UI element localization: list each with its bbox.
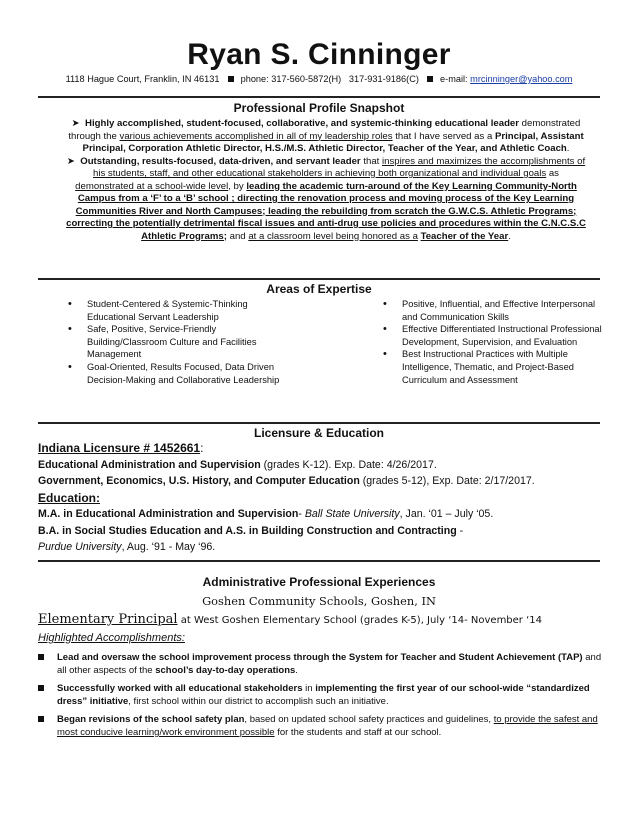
snapshot-body — [66, 118, 586, 243]
bullet-underlined: to provide the safest and most conducive learning/work environment possible — [57, 714, 598, 738]
list-item: • Goal-Oriented, Results Focused, Data Driven Decision-Making and Collaborative Leadership — [63, 361, 291, 386]
list-item: • Safe, Positive, Service-Friendly Building/Classroom Culture and Facilities Management — [63, 323, 291, 361]
degree-sep: - — [298, 508, 305, 520]
bullet-text — [57, 713, 608, 739]
phone-label: phone: — [240, 74, 269, 84]
arrow-bullet-icon: ➤ — [66, 155, 75, 167]
school: Ball State University — [304, 508, 400, 520]
resume-name: Ryan S. Cinninger — [187, 38, 451, 71]
degree-dates: , Jan. ‘01 – July ‘05. — [399, 508, 494, 520]
snapshot-teacher-of-year: Teacher of the Year — [420, 230, 509, 242]
snapshot-text: and — [229, 230, 249, 242]
list-item: • Student-Centered & Systemic-Thinking Educational Servant Leadership — [63, 298, 291, 323]
square-bullet-icon — [427, 76, 433, 82]
snapshot-text: demonstrated through the — [68, 118, 581, 142]
home-phone: 317-560-5872(H) — [271, 74, 342, 84]
license-line-2 — [38, 473, 608, 490]
education-line-1 — [38, 506, 608, 523]
licensure-title: Licensure & Education — [253, 426, 385, 440]
contact-line — [0, 74, 638, 84]
snapshot-text: as — [546, 168, 559, 179]
snapshot-text: as a — [474, 130, 495, 142]
licensure-block — [38, 440, 608, 556]
list-item — [38, 713, 608, 739]
license-detail: (grades 5-12), Exp. Date: 2/17/2017. — [359, 475, 535, 487]
square-bullet-icon — [228, 76, 234, 82]
square-bullet-icon — [38, 716, 44, 722]
degree: M.A. in Educational Administration and Supervision — [38, 508, 299, 520]
school: Purdue University — [38, 541, 122, 553]
bullet-plain: . — [295, 665, 298, 676]
square-bullet-icon — [38, 685, 44, 691]
bullet-text — [57, 682, 608, 708]
highlighted-heading: Highlighted Accomplishments: — [38, 632, 185, 644]
expertise-left-list — [63, 298, 291, 386]
license-heading-line — [38, 440, 608, 457]
snapshot-underlined: at a classroom level being honored as a — [248, 230, 418, 242]
admin-title: Administrative Professional Experiences — [202, 575, 436, 589]
position-line — [38, 612, 542, 627]
license-detail: (grades K-12). Exp. Date: 4/26/2017. — [260, 458, 437, 471]
bullet-bold: Successfully worked with all educational stakeholders — [57, 683, 303, 694]
bullet-text — [57, 651, 608, 677]
education-line-3 — [38, 539, 608, 556]
bullet-bold: Lead and oversaw the school improvement process through the System for Teacher and Student Achievement (TAP) — [57, 652, 583, 663]
license-subject: Educational Administration and Supervision — [38, 458, 261, 471]
position-title: Elementary Principal — [38, 612, 178, 627]
bullet-plain: , first school within our district to accomplish such an initiative. — [128, 696, 389, 707]
bullet-plain: in — [302, 683, 316, 694]
snapshot-lead-2: Outstanding, results-focused, data-driven, and servant leader — [80, 155, 361, 167]
snapshot-text: . — [508, 230, 511, 242]
snapshot-text: that — [360, 155, 382, 167]
snapshot-text: , by — [228, 180, 247, 192]
list-item: • Effective Differentiated Instructional Professional Development, Supervision, and Evaluation — [378, 323, 606, 348]
bullet-bold: Began revisions of the school safety plan — [57, 714, 245, 725]
bullet-bold: school’s day-to-day operations — [155, 665, 296, 676]
snapshot-underlined: various achievements accomplished in all of my leadership roles — [119, 130, 393, 142]
divider — [38, 560, 600, 562]
snapshot-para-2 — [66, 156, 586, 244]
education-heading: Education: — [38, 490, 100, 505]
license-colon: : — [200, 441, 204, 455]
cell-phone: 317-931-9186(C) — [348, 74, 419, 84]
snapshot-para-1 — [66, 118, 586, 156]
employer: Goshen Community Schools, Goshen, IN — [202, 594, 436, 608]
license-heading: Indiana Licensure # 1452661 — [38, 441, 201, 455]
license-subject: Government, Economics, U.S. History, and Computer Education — [38, 475, 360, 487]
email-label: e-mail: — [440, 74, 468, 84]
snapshot-underlined: demonstrated at a school-wide level — [75, 180, 229, 192]
expertise-right-list — [378, 298, 606, 386]
expertise-title: Areas of Expertise — [266, 282, 372, 296]
bullet-bold: implementing the first year of our school-wide “standardized dress” initiative — [57, 683, 590, 707]
snapshot-underlined: inspires and maximizes the accomplishments of his students, staff, and other educational stakeholders in achieving both organizational and individual goals — [93, 155, 586, 179]
bullet-plain: for the students and staff at our school. — [274, 727, 442, 738]
list-item — [38, 651, 608, 677]
license-line-1 — [38, 457, 608, 474]
education-line-2 — [38, 523, 608, 540]
list-item: • Best Instructional Practices with Multiple Intelligence, Thematic, and Project-Based Curriculum and Assessment — [378, 348, 606, 386]
education-heading-line — [38, 490, 608, 507]
address: 1118 Hague Court, Franklin, IN 46131 — [65, 74, 220, 84]
arrow-bullet-icon: ➤ — [71, 118, 80, 129]
degree: B.A. in Social Studies Education and A.S. in Building Construction and Contracting — [38, 524, 457, 537]
square-bullet-icon — [38, 654, 44, 660]
list-item: • Positive, Influential, and Effective Interpersonal and Communication Skills — [378, 298, 606, 323]
snapshot-title: Professional Profile Snapshot — [233, 101, 405, 115]
snapshot-text: . — [566, 143, 570, 154]
list-item — [38, 682, 608, 708]
degree-sep: - — [456, 524, 464, 537]
degree-dates: , Aug. ‘91 - May ‘96. — [121, 541, 216, 553]
email-link[interactable]: mrcinninger@yahoo.com — [470, 74, 573, 84]
divider — [38, 422, 600, 424]
bullet-plain: and all other aspects of the — [57, 652, 602, 676]
position-detail: at West Goshen Elementary School (grades K-5), July ‘14- November ‘14 — [177, 615, 543, 626]
divider — [38, 96, 600, 98]
snapshot-text: that I have served — [392, 130, 472, 142]
snapshot-roles: Principal, Assistant Principal, Corporation Athletic Director, H.S./M.S. Athletic Director, Teacher of the Year, and Athletic Coach — [82, 130, 584, 154]
divider — [38, 278, 600, 280]
bullet-plain: , based on updated school safety practices and guidelines, — [244, 714, 494, 725]
snapshot-lead-1: Highly accomplished, student-focused, collaborative, and systemic-thinking educational leader — [85, 118, 519, 129]
snapshot-achievements: leading the academic turn-around of the Key Learning Community-North Campus from a ‘F’ to a ‘B’ school ; directing the renovation process and moving process of the Key Learning Communities River and North Campuses; leading the rebuilding from scratch the G.W.C.S. Athletic Programs; correcting the potentially detrimental fiscal issues and anti-drug use policies and procedures within the C.N.C.S.C Athletic Programs; — [66, 180, 586, 242]
